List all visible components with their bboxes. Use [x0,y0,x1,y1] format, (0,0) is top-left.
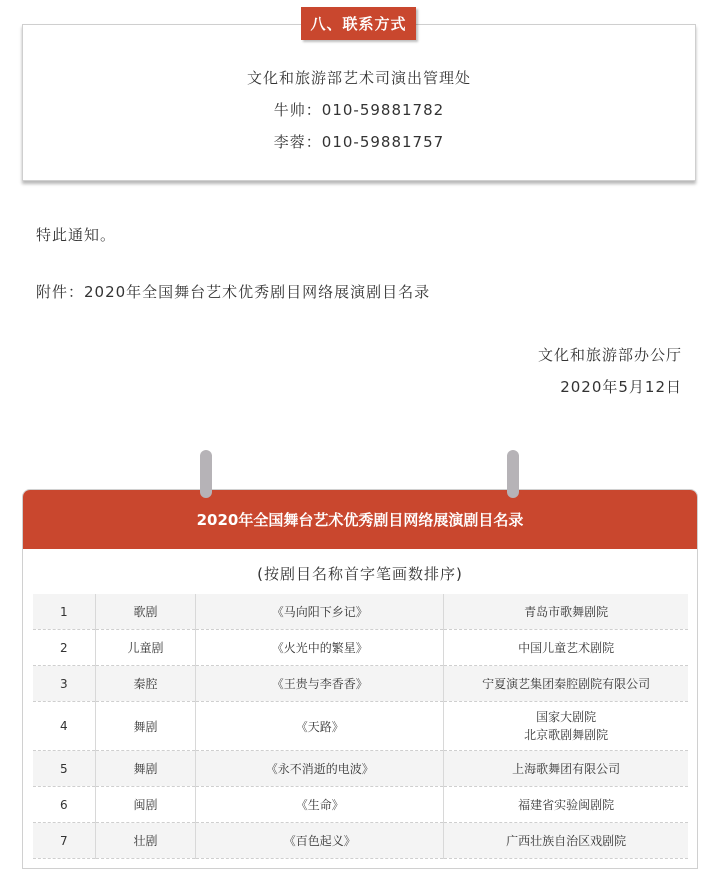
table-row [33,594,688,630]
row-title: 《王贵与李香香》 [196,666,444,702]
row-title: 《马向阳下乡记》 [196,594,444,630]
row-unit-line: 上海歌舞团有限公司 [512,761,621,776]
list-subtitle: (按剧目名称首字笔画数排序) [257,565,463,583]
row-genre: 歌剧 [95,594,196,630]
row-unit [444,666,688,702]
contact-person-2: 李蓉：010-59881757 [273,133,445,151]
row-unit-line: 国家大剧院 [536,710,597,724]
row-unit [444,630,688,666]
row-number: 5 [33,751,95,787]
issuer-text: 文化和旅游部办公厅 [537,346,682,364]
binder-ring-left [200,450,212,498]
row-unit-line: 青岛市歌舞剧院 [524,604,609,619]
row-unit-line: 宁夏演艺集团秦腔剧院有限公司 [482,676,651,691]
list-title: 2020年全国舞台艺术优秀剧目网络展演剧目名录 [23,490,697,549]
table-row [33,787,688,823]
row-genre: 闽剧 [95,787,196,823]
row-unit [444,702,688,751]
row-title: 《天路》 [196,702,444,751]
program-list-card [22,489,698,869]
closing-text: 特此通知。 [36,226,117,244]
table-row [33,823,688,859]
date-text: 2020年5月12日 [560,378,682,396]
table-row [33,630,688,666]
program-table [33,594,688,859]
row-genre: 秦腔 [95,666,196,702]
row-unit [444,823,688,859]
row-unit [444,594,688,630]
row-title: 《火光中的繁星》 [196,630,444,666]
row-genre: 儿童剧 [95,630,196,666]
row-genre: 舞剧 [95,751,196,787]
contact-person-1: 牛帅：010-59881782 [273,101,445,119]
row-genre: 舞剧 [95,702,196,751]
table-row [33,751,688,787]
row-unit [444,751,688,787]
row-title: 《生命》 [196,787,444,823]
attachment-text: 附件：2020年全国舞台艺术优秀剧目网络展演剧目名录 [36,283,431,301]
row-number: 2 [33,630,95,666]
row-unit [444,787,688,823]
contact-section-tag: 八、联系方式 [301,7,416,40]
row-title: 《百色起义》 [196,823,444,859]
row-unit-line: 中国儿童艺术剧院 [518,640,615,655]
row-unit-line-2: 北京歌剧舞剧院 [524,728,609,742]
row-unit-line: 福建省实验闽剧院 [518,797,615,812]
table-row [33,702,688,751]
row-number: 3 [33,666,95,702]
row-number: 4 [33,702,95,751]
row-unit-line: 广西壮族自治区戏剧院 [506,833,627,848]
contact-box [22,24,696,181]
table-row [33,666,688,702]
row-number: 7 [33,823,95,859]
binder-ring-right [507,450,519,498]
row-title: 《永不消逝的电波》 [196,751,444,787]
row-number: 1 [33,594,95,630]
contact-org: 文化和旅游部艺术司演出管理处 [246,69,471,87]
row-number: 6 [33,787,95,823]
row-genre: 壮剧 [95,823,196,859]
